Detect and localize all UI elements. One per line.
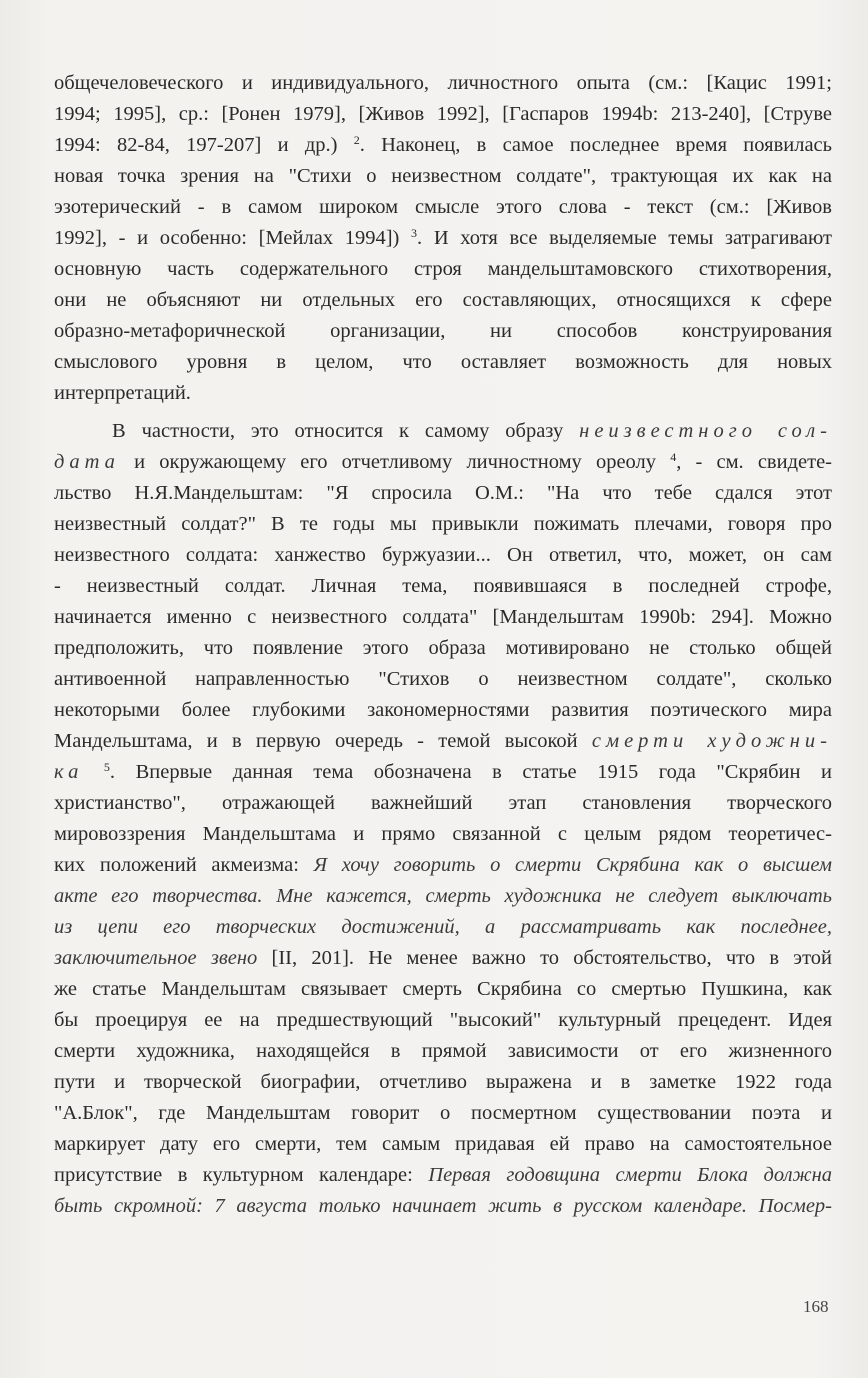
text-line	[54, 285, 832, 316]
text-line	[54, 664, 832, 695]
text-line	[54, 223, 832, 254]
text-run: же статье Мандельштам связывает смерть Скрябина со смертью Пушкина, как	[54, 978, 832, 1000]
text-run: 1992], - и особенно: [Мейлах 1994])	[54, 227, 412, 249]
text-run: "А.Блок", где Мандельштам говорит о посмертном существовании поэта и	[54, 1102, 832, 1124]
text-line	[54, 192, 832, 223]
text-run: интерпретаций.	[54, 382, 191, 404]
text-line	[54, 509, 832, 540]
text-line	[54, 161, 832, 192]
text-run: неизвестного солдата: ханжество буржуазии... Он ответил, что, может, он сам	[54, 544, 832, 566]
text-run: предположить, что появление этого образа мотивировано не столько общей	[54, 637, 832, 659]
footnote-ref: 2	[353, 133, 360, 147]
text-line	[54, 695, 832, 726]
text-run: и окружающему его отчетливому личностному ореолу	[119, 451, 671, 473]
text-line	[54, 316, 832, 347]
text-run: [II, 201]. Не менее важно то обстоятельство, что в этой	[257, 947, 832, 969]
text-line	[54, 1005, 832, 1036]
text-line	[54, 819, 832, 850]
spaced-emphasis: смерти художни-	[591, 730, 832, 752]
text-run: 1994: 82-84, 197-207] и др.)	[54, 134, 354, 156]
text-line	[54, 602, 832, 633]
text-run: Мандельштама, и в первую очередь - темой высокой	[54, 730, 592, 752]
text-run: маркирует дату его смерти, тем самым придавая ей право на самостоятельное	[54, 1133, 832, 1155]
text-run: В частности, это относится к самому образу	[112, 420, 580, 442]
page-number: 168	[803, 1297, 829, 1316]
italic-quote: из цепи его творческих достижений, а рассматривать как последнее,	[54, 916, 832, 938]
text-line	[54, 347, 832, 378]
footnote-ref: 4	[670, 450, 677, 464]
text-run: новая точка зрения на "Стихи о неизвестном солдате", трактующая их как на	[54, 165, 832, 187]
text-line	[54, 1129, 832, 1160]
italic-quote: акте его творчества. Мне кажется, смерть художника не следует выключать	[54, 885, 832, 907]
text-line	[54, 912, 832, 943]
italic-quote: быть скромной: 7 августа только начинает жить в русском календаре. Посмер-	[54, 1195, 832, 1217]
text-line	[54, 447, 832, 478]
text-run: образно-метафоричнеской организации, ни способов конструирования	[54, 320, 832, 342]
text-line	[54, 571, 832, 602]
text-line	[54, 788, 832, 819]
text-line	[54, 881, 832, 912]
text-line	[54, 850, 832, 881]
text-line	[54, 757, 832, 788]
text-run: - неизвестный солдат. Личная тема, появившаяся в последней строфе,	[54, 575, 832, 597]
text-run: ких положений акмеизма:	[54, 854, 314, 876]
text-line	[54, 254, 832, 285]
text-run: , - см. свидете-	[676, 451, 832, 473]
text-line	[54, 1067, 832, 1098]
text-line	[54, 1160, 832, 1191]
text-run: . И хотя все выделяемые темы затрагивают	[417, 227, 832, 249]
text-line	[54, 943, 832, 974]
text-line	[54, 130, 832, 161]
italic-quote: заключительное звено	[54, 947, 258, 969]
text-run: 1994; 1995], ср.: [Ронен 1979], [Живов 1992], [Гаспаров 1994b: 213-240], [Струве	[54, 103, 832, 125]
text-line	[54, 478, 832, 509]
text-run: льство Н.Я.Мандельштам: "Я спросила О.М.: "На что тебе сдался этот	[54, 482, 832, 504]
text-run: неизвестный солдат?" В те годы мы привыкли пожимать плечами, говоря про	[54, 513, 832, 535]
text-line	[54, 1098, 832, 1129]
text-run: начинается именно с неизвестного солдата" [Мандельштам 1990b: 294]. Можно	[54, 606, 832, 628]
text-run: бы проецируя ее на предшествующий "высокий" культурный прецедент. Идея	[54, 1009, 832, 1031]
text-line	[54, 1036, 832, 1067]
footnote-ref: 3	[411, 226, 418, 240]
text-line	[54, 974, 832, 1005]
text-run: основную часть содержательного строя мандельштамовского стихотворения,	[54, 258, 832, 280]
text-run: . Наконец, в самое последнее время появилась	[359, 134, 832, 156]
text-run: общечеловеческого и индивидуального, личностного опыта (см.: [Кацис 1991;	[54, 72, 832, 94]
text-line	[54, 633, 832, 664]
text-line	[54, 68, 832, 99]
text-run: смыслового уровня в целом, что оставляет возможность для новых	[54, 351, 832, 373]
text-line	[54, 540, 832, 571]
text-run: эзотерический - в самом широком смысле этого слова - текст (см.: [Живов	[54, 196, 832, 218]
text-run: . Впервые данная тема обозначена в статье 1915 года "Скрябин и	[109, 761, 833, 783]
italic-quote: Первая годовщина смерти Блока должна	[428, 1164, 832, 1186]
text-run: пути и творческой биографии, отчетливо выражена и в заметке 1922 года	[54, 1071, 832, 1093]
text-run: смерти художника, находящейся в прямой зависимости от его жизненного	[54, 1040, 832, 1062]
spaced-emphasis: ка	[54, 761, 84, 783]
text-run: некоторыми более глубокими закономерностями развития поэтического мира	[54, 699, 832, 721]
text-line	[112, 416, 832, 447]
footnote-ref: 5	[103, 760, 110, 774]
text-line	[54, 1191, 832, 1222]
italic-quote: Я хочу говорить о смерти Скрябина как о высшем	[313, 854, 832, 876]
spaced-emphasis: неизвестного сол-	[579, 420, 832, 442]
text-line	[54, 378, 832, 409]
text-line	[54, 99, 832, 130]
text-run: они не объясняют ни отдельных его составляющих, относящихся к сфере	[54, 289, 832, 311]
text-run	[83, 761, 104, 783]
text-line	[54, 726, 832, 757]
text-run: антивоенной направленностью "Стихов о неизвестном солдате", сколько	[54, 668, 832, 690]
text-run: христианство", отражающей важнейший этап становления творческого	[54, 792, 832, 814]
spaced-emphasis: дата	[54, 451, 120, 473]
text-run: мировоззрения Мандельштама и прямо связанной с целым рядом теоретичес-	[54, 823, 832, 845]
text-run: присутствие в культурном календаре:	[54, 1164, 429, 1186]
